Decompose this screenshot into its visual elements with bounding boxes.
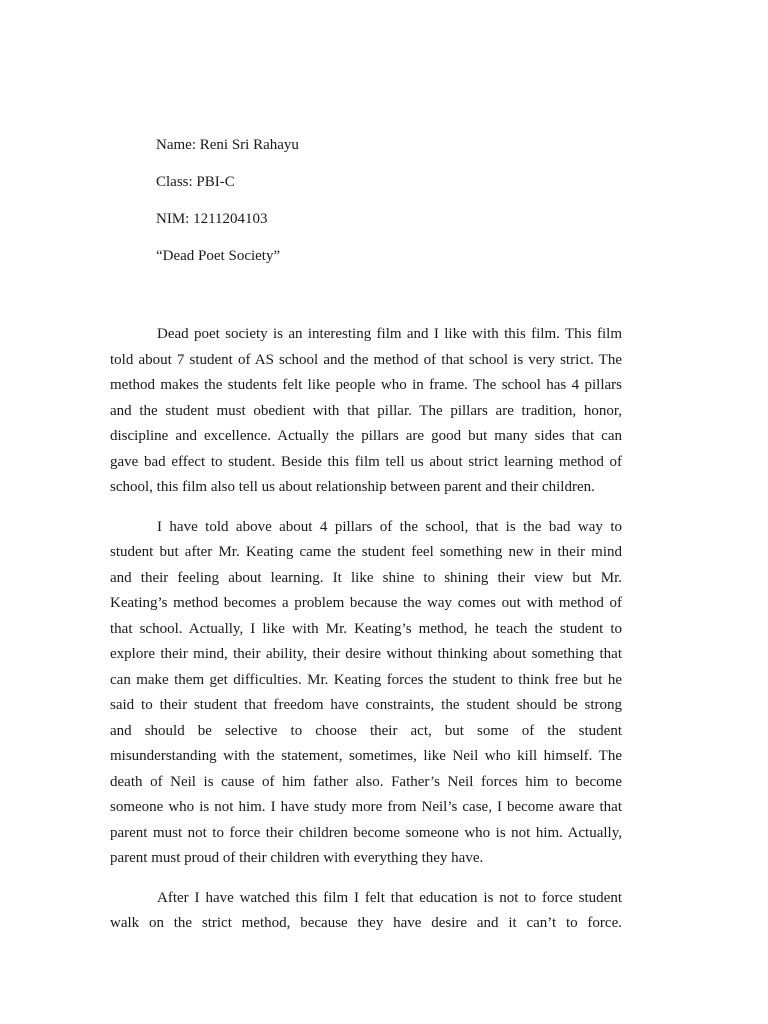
essay-title: “Dead Poet Society” bbox=[156, 248, 281, 264]
paragraph-line: said to their student that freedom have constraints, the student should be strong bbox=[110, 697, 622, 713]
paragraph bbox=[110, 886, 622, 937]
paragraph-line: school, this film also tell us about relationship between parent and their children. bbox=[110, 479, 595, 495]
paragraph-line: and their feeling about learning. It like shine to shining their view but Mr. bbox=[110, 569, 622, 586]
paragraph-line: and should be selective to choose their act, but some of the student bbox=[110, 722, 622, 739]
paragraph-line: explore their mind, their ability, their desire without thinking about something that bbox=[110, 646, 622, 662]
paragraph-line: Keating’s method becomes a problem because the way comes out with method of bbox=[110, 595, 622, 611]
paragraph-line: parent must not to force their children become someone who is not him. Actually, bbox=[110, 824, 622, 841]
paragraph-line: After I have watched this film I felt that education is not to force student bbox=[157, 889, 622, 906]
paragraph-line: that school. Actually, I like with Mr. Keating’s method, he teach the student to bbox=[110, 620, 622, 637]
paragraph-line: I have told above about 4 pillars of the school, that is the bad way to bbox=[157, 518, 622, 535]
paragraph-line: Dead poet society is an interesting film and I like with this film. This film bbox=[157, 326, 622, 342]
paragraph-line: death of Neil is cause of him father also. Father’s Neil forces him to become bbox=[110, 773, 622, 790]
paragraph bbox=[110, 322, 622, 501]
paragraph-line: misunderstanding with the statement, sometimes, like Neil who kill himself. The bbox=[110, 748, 622, 764]
paragraph-line: student but after Mr. Keating came the student feel something new in their mind bbox=[110, 544, 622, 560]
paragraph-line: discipline and excellence. Actually the pillars are good but many sides that can bbox=[110, 428, 622, 444]
paragraph-line: method makes the students felt like people who in frame. The school has 4 pillars bbox=[110, 377, 622, 393]
document-header bbox=[156, 136, 656, 284]
paragraph-line: someone who is not him. I have study more from Neil’s case, I become aware that bbox=[110, 799, 622, 815]
paragraph bbox=[110, 515, 622, 872]
student-name: Name: Reni Sri Rahayu bbox=[156, 137, 299, 153]
student-nim: NIM: 1211204103 bbox=[156, 211, 268, 227]
paragraph-line: gave bad effect to student. Beside this film tell us about strict learning method of bbox=[110, 453, 622, 470]
paragraph-line: can make them get difficulties. Mr. Keating forces the student to think free but he bbox=[110, 671, 622, 688]
paragraph-line: parent must proud of their children with everything they have. bbox=[110, 850, 484, 866]
student-class: Class: PBI-C bbox=[156, 174, 235, 190]
paragraph-line: told about 7 student of AS school and the method of that school is very strict. The bbox=[110, 351, 622, 368]
essay-body bbox=[110, 322, 622, 951]
paragraph-line: walk on the strict method, because they have desire and it can’t to force. bbox=[110, 915, 622, 931]
paragraph-line: and the student must obedient with that pillar. The pillars are tradition, honor, bbox=[110, 402, 622, 419]
